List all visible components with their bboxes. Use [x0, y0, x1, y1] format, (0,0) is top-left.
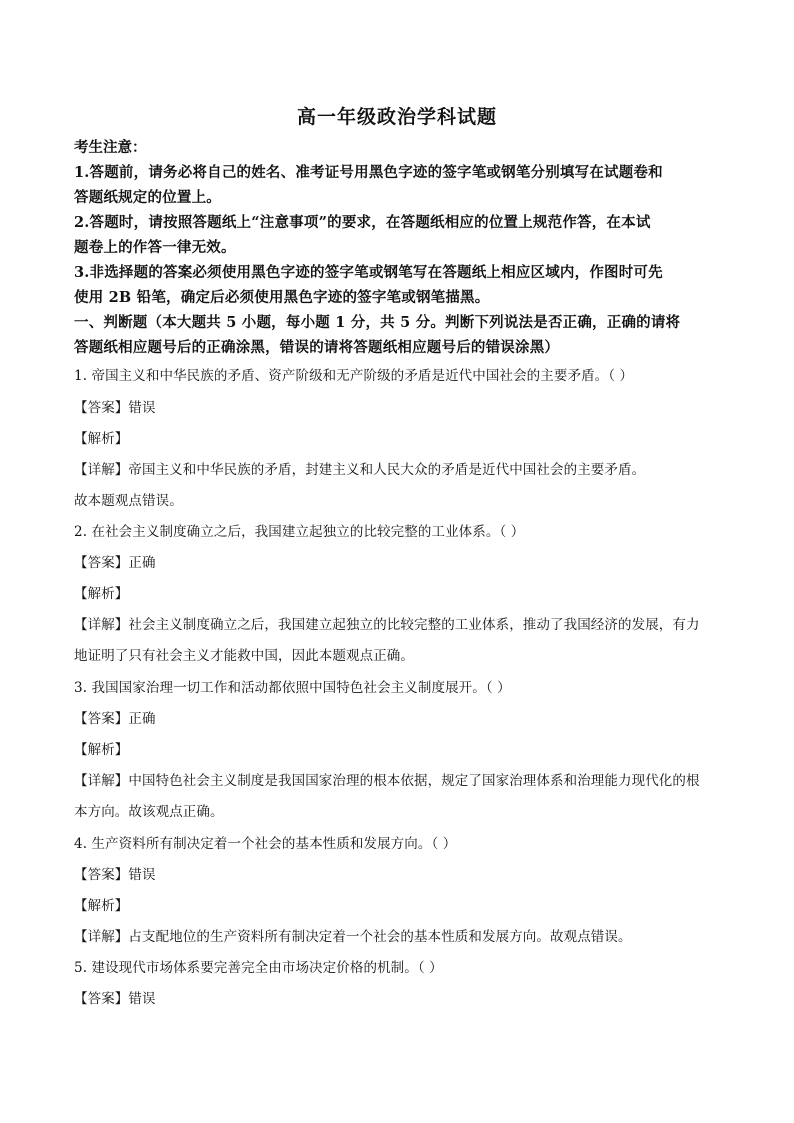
detail-text: 社会主义制度确立之后，我国建立起独立的比较完整的工业体系，推动了我国经济的发展，有力 — [128, 617, 700, 633]
question-2-stem: 2. 在社会主义制度确立之后，我国建立起独立的比较完整的工业体系。（ ） — [74, 524, 525, 540]
question-1-detail-line-1 — [74, 458, 645, 478]
answer-label: 【答案】 — [74, 867, 129, 883]
question-3-analysis-label: 【解析】 — [74, 742, 129, 758]
answer-value: 正确 — [128, 711, 156, 727]
notice-item-3-line-1: 3.非选择题的答案必须使用黑色字迹的签字笔或钢笔写在答题纸上相应区域内，作图时可先 — [74, 264, 663, 281]
question-3-detail-line-2: 本方向。故该观点正确。 — [74, 804, 224, 820]
question-3-answer — [74, 707, 156, 727]
detail-label: 【详解】 — [74, 617, 129, 633]
question-1-detail-line-2: 故本题观点错误。 — [74, 493, 183, 509]
answer-value: 错误 — [128, 867, 156, 883]
answer-label: 【答案】 — [74, 991, 129, 1007]
section-heading-line-1: 一、判断题（本大题共 5 小题，每小题 1 分，共 5 分。判断下列说法是否正确，正确的请将 — [74, 314, 681, 331]
notice-heading: 考生注意： — [74, 139, 147, 156]
answer-value: 错误 — [128, 991, 156, 1007]
question-4-stem: 4. 生产资料所有制决定着一个社会的基本性质和发展方向。（ ） — [74, 836, 457, 852]
question-5-answer — [74, 987, 156, 1007]
question-2-detail-line-2: 地证明了只有社会主义才能救中国，因此本题观点正确。 — [74, 648, 414, 664]
answer-value: 错误 — [128, 400, 156, 416]
detail-text: 中国特色社会主义制度是我国国家治理的根本依据，规定了国家治理体系和治理能力现代化的根 — [128, 773, 700, 789]
answer-label: 【答案】 — [74, 711, 129, 727]
question-5-stem: 5. 建设现代市场体系要完善完全由市场决定价格的机制。（ ） — [74, 960, 443, 976]
notice-item-2-line-1: 2.答题时，请按照答题纸上“注意事项”的要求，在答题纸相应的位置上规范作答，在本试 — [74, 214, 651, 231]
question-2-answer — [74, 551, 156, 571]
question-3-stem: 3. 我国国家治理一切工作和活动都依照中国特色社会主义制度展开。（ ） — [74, 680, 511, 696]
question-3-detail-line-1 — [74, 769, 700, 789]
question-1-analysis-label: 【解析】 — [74, 431, 129, 447]
detail-label: 【详解】 — [74, 773, 129, 789]
notice-item-1-line-2: 答题纸规定的位置上。 — [74, 189, 221, 206]
question-2-detail-line-1 — [74, 613, 700, 633]
page-title: 高一年级政治学科试题 — [296, 106, 497, 128]
notice-item-2-line-2: 题卷上的作答一律无效。 — [74, 239, 236, 256]
answer-value: 正确 — [128, 555, 156, 571]
section-heading-line-2: 答题纸相应题号后的正确涂黑，错误的请将答题纸相应题号后的错误涂黑） — [74, 339, 560, 356]
notice-item-1-line-1: 1.答题前，请务必将自己的姓名、准考证号用黑色字迹的签字笔或钢笔分别填写在试题卷和 — [74, 164, 663, 181]
question-1-stem: 1. 帝国主义和中华民族的矛盾、资产阶级和无产阶级的矛盾是近代中国社会的主要矛盾。（ ） — [74, 368, 634, 384]
question-4-detail-line-1 — [74, 925, 632, 945]
detail-text: 帝国主义和中华民族的矛盾，封建主义和人民大众的矛盾是近代中国社会的主要矛盾。 — [128, 462, 646, 478]
question-4-analysis-label: 【解析】 — [74, 898, 129, 914]
question-4-answer — [74, 863, 156, 883]
detail-label: 【详解】 — [74, 929, 129, 945]
detail-text: 占支配地位的生产资料所有制决定着一个社会的基本性质和发展方向。故观点错误。 — [128, 929, 632, 945]
notice-item-3-line-2: 使用 2B 铅笔，确定后必须使用黑色字迹的签字笔或钢笔描黑。 — [74, 289, 490, 306]
answer-label: 【答案】 — [74, 400, 129, 416]
answer-label: 【答案】 — [74, 555, 129, 571]
question-2-analysis-label: 【解析】 — [74, 586, 129, 602]
question-1-answer — [74, 396, 156, 416]
detail-label: 【详解】 — [74, 462, 129, 478]
